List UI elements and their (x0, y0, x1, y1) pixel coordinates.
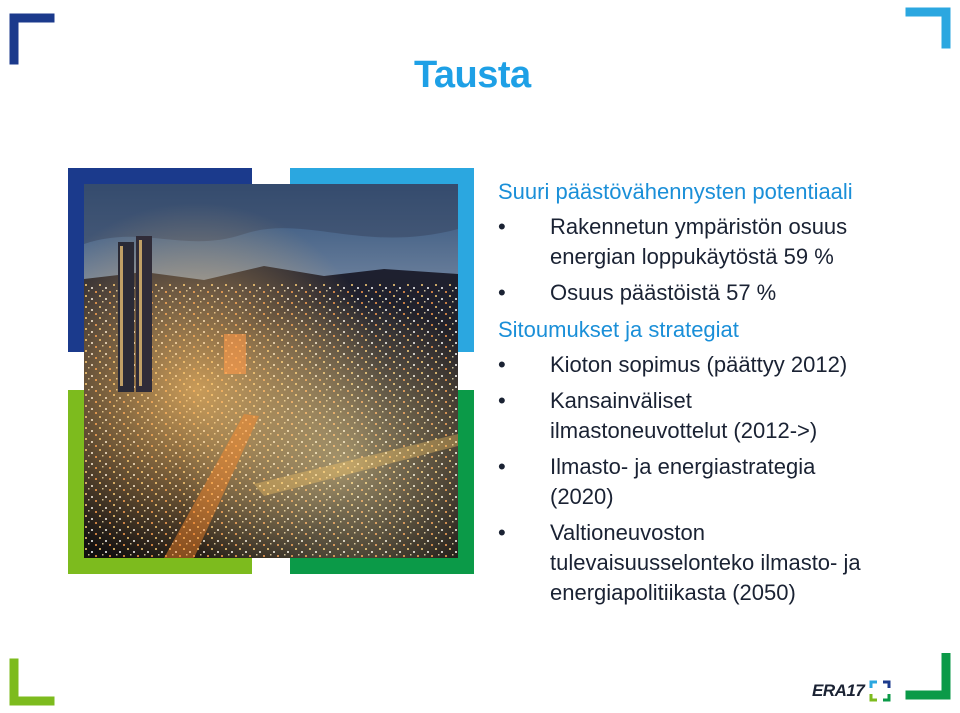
bullet-item: • Kioton sopimus (päättyy 2012) (498, 350, 948, 380)
bullet-item: • Valtioneuvoston tulevaisuusselonteko ilmasto- ja energiapolitiikasta (2050) (498, 518, 948, 608)
city-photo (68, 168, 474, 574)
slide-title: Tausta (414, 54, 531, 96)
section-heading: Suuri päästövähennysten potentiaali (498, 179, 853, 204)
corner-bracket-bottom-left-icon (0, 653, 60, 713)
logo-text: ERA17 (812, 681, 865, 700)
corner-bracket-top-right-icon (900, 0, 960, 60)
section-commitments (498, 314, 948, 608)
section-heading: Sitoumukset ja strategiat (498, 317, 739, 342)
bullet-item: • Ilmasto- ja energiastrategia (2020) (498, 452, 948, 512)
bullet-item: • Kansainväliset ilmastoneuvottelut (2012->) (498, 386, 948, 446)
bullet-item: • Osuus päästöistä 57 % (498, 278, 948, 308)
section-potential (498, 176, 948, 308)
bracket-logo-icon (867, 678, 893, 704)
era17-logo (812, 678, 893, 704)
content-block (498, 176, 948, 614)
bullet-item: • Rakennetun ympäristön osuus energian loppukäytöstä 59 % (498, 212, 948, 272)
corner-bracket-bottom-right-icon (900, 653, 960, 713)
corner-bracket-top-left-icon (0, 0, 60, 70)
